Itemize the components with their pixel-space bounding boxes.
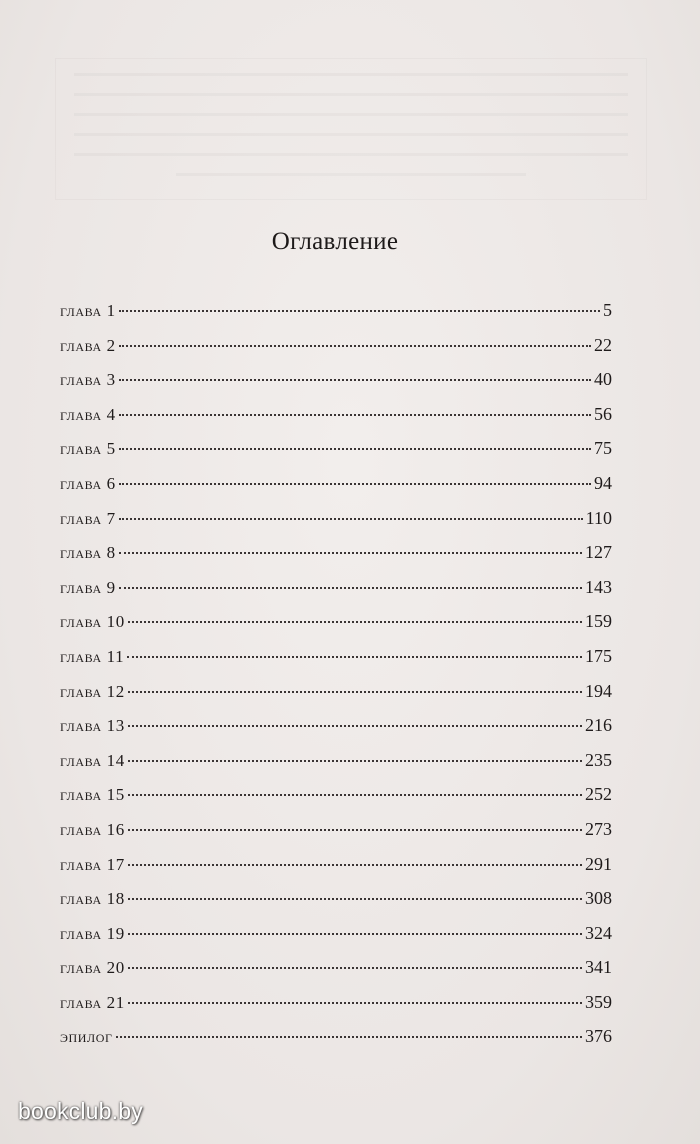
dot-leader [128, 621, 582, 623]
toc-entry-label: эпилог [60, 1027, 113, 1047]
toc-entry [60, 750, 612, 785]
toc-entry-label: глава 12 [60, 681, 125, 701]
toc-entry-page-number: 216 [585, 715, 612, 736]
toc-entry [60, 681, 612, 716]
toc-entry-page-number: 22 [594, 334, 612, 355]
toc-entry [60, 542, 612, 577]
toc-entry-page-number: 175 [585, 645, 612, 666]
toc-entry-page-number: 56 [594, 403, 612, 424]
show-through-text-block [55, 58, 647, 200]
toc-entry-label: глава 18 [60, 889, 125, 909]
dot-leader [128, 967, 582, 969]
toc-entry-page-number: 235 [585, 749, 612, 770]
dot-leader [119, 379, 591, 381]
toc-entry-page-number: 159 [585, 611, 612, 632]
dot-leader [119, 518, 583, 520]
toc-entry [60, 300, 612, 335]
dot-leader [128, 760, 582, 762]
dot-leader [128, 691, 582, 693]
toc-entry-page-number: 75 [594, 438, 612, 459]
toc-entry-page-number: 341 [585, 957, 612, 978]
toc-entry-page-number: 194 [585, 680, 612, 701]
toc-entry-page-number: 40 [594, 369, 612, 390]
toc-entry [60, 819, 612, 854]
toc-entry [60, 508, 612, 543]
toc-entry [60, 473, 612, 508]
toc-entry-label: глава 7 [60, 508, 116, 528]
toc-title: Оглавление [271, 228, 399, 255]
dot-leader [128, 933, 582, 935]
toc-entry-label: глава 9 [60, 577, 116, 597]
toc-entry-label: глава 13 [60, 716, 125, 736]
dot-leader [119, 310, 600, 312]
dot-leader [127, 656, 582, 658]
toc-entry-label: глава 15 [60, 785, 125, 805]
toc-entry [60, 335, 612, 370]
toc-entry-label: глава 2 [60, 335, 116, 355]
dot-leader [119, 587, 582, 589]
toc-entry-page-number: 324 [585, 922, 612, 943]
toc-entry-label: глава 1 [60, 301, 116, 320]
toc-entry [60, 992, 612, 1027]
toc-entry-label: глава 6 [60, 473, 116, 493]
toc-entry [60, 404, 612, 439]
dot-leader [119, 483, 591, 485]
toc-entry [60, 957, 612, 992]
toc-entry-page-number: 5 [603, 300, 612, 320]
toc-entry-page-number: 127 [585, 542, 612, 563]
dot-leader [128, 898, 582, 900]
toc-entry-label: глава 8 [60, 543, 116, 563]
toc-entry [60, 438, 612, 473]
toc-entry [60, 1026, 612, 1061]
dot-leader [119, 552, 582, 554]
toc-entry-page-number: 273 [585, 818, 612, 839]
toc-entry-page-number: 376 [585, 1026, 612, 1047]
toc-entry [60, 646, 612, 681]
toc-entry-label: глава 3 [60, 370, 116, 390]
watermark-logo-text: bookclub.by [18, 1098, 143, 1124]
dot-leader [128, 725, 582, 727]
toc-entry-label: глава 16 [60, 819, 125, 839]
toc-entry-label: глава 5 [60, 439, 116, 459]
toc-entry [60, 611, 612, 646]
toc-entry-page-number: 291 [585, 853, 612, 874]
toc-entry [60, 888, 612, 923]
dot-leader [128, 794, 582, 796]
toc-entry-page-number: 143 [585, 576, 612, 597]
dot-leader [128, 864, 582, 866]
toc-entry [60, 784, 612, 819]
dot-leader [128, 1002, 582, 1004]
toc-entry [60, 577, 612, 612]
toc-entry-page-number: 94 [594, 472, 612, 493]
dot-leader [119, 345, 591, 347]
toc-entry-label: глава 4 [60, 404, 116, 424]
toc-entry [60, 369, 612, 404]
toc-list [60, 300, 612, 1061]
toc-entry [60, 715, 612, 750]
dot-leader [128, 829, 582, 831]
toc-entry-page-number: 308 [585, 888, 612, 909]
toc-entry-label: глава 10 [60, 612, 125, 632]
toc-entry-page-number: 110 [585, 507, 612, 528]
toc-entry-label: глава 21 [60, 992, 125, 1012]
dot-leader [119, 448, 591, 450]
toc-entry-label: глава 17 [60, 854, 125, 874]
toc-entry-page-number: 252 [585, 784, 612, 805]
dot-leader [119, 414, 591, 416]
toc-entry-label: глава 20 [60, 958, 125, 978]
toc-entry [60, 854, 612, 889]
toc-entry-label: глава 19 [60, 923, 125, 943]
toc-entry-label: глава 14 [60, 750, 125, 770]
toc-entry [60, 923, 612, 958]
dot-leader [116, 1036, 582, 1038]
toc-entry-page-number: 359 [585, 991, 612, 1012]
toc-entry-label: глава 11 [60, 646, 125, 666]
